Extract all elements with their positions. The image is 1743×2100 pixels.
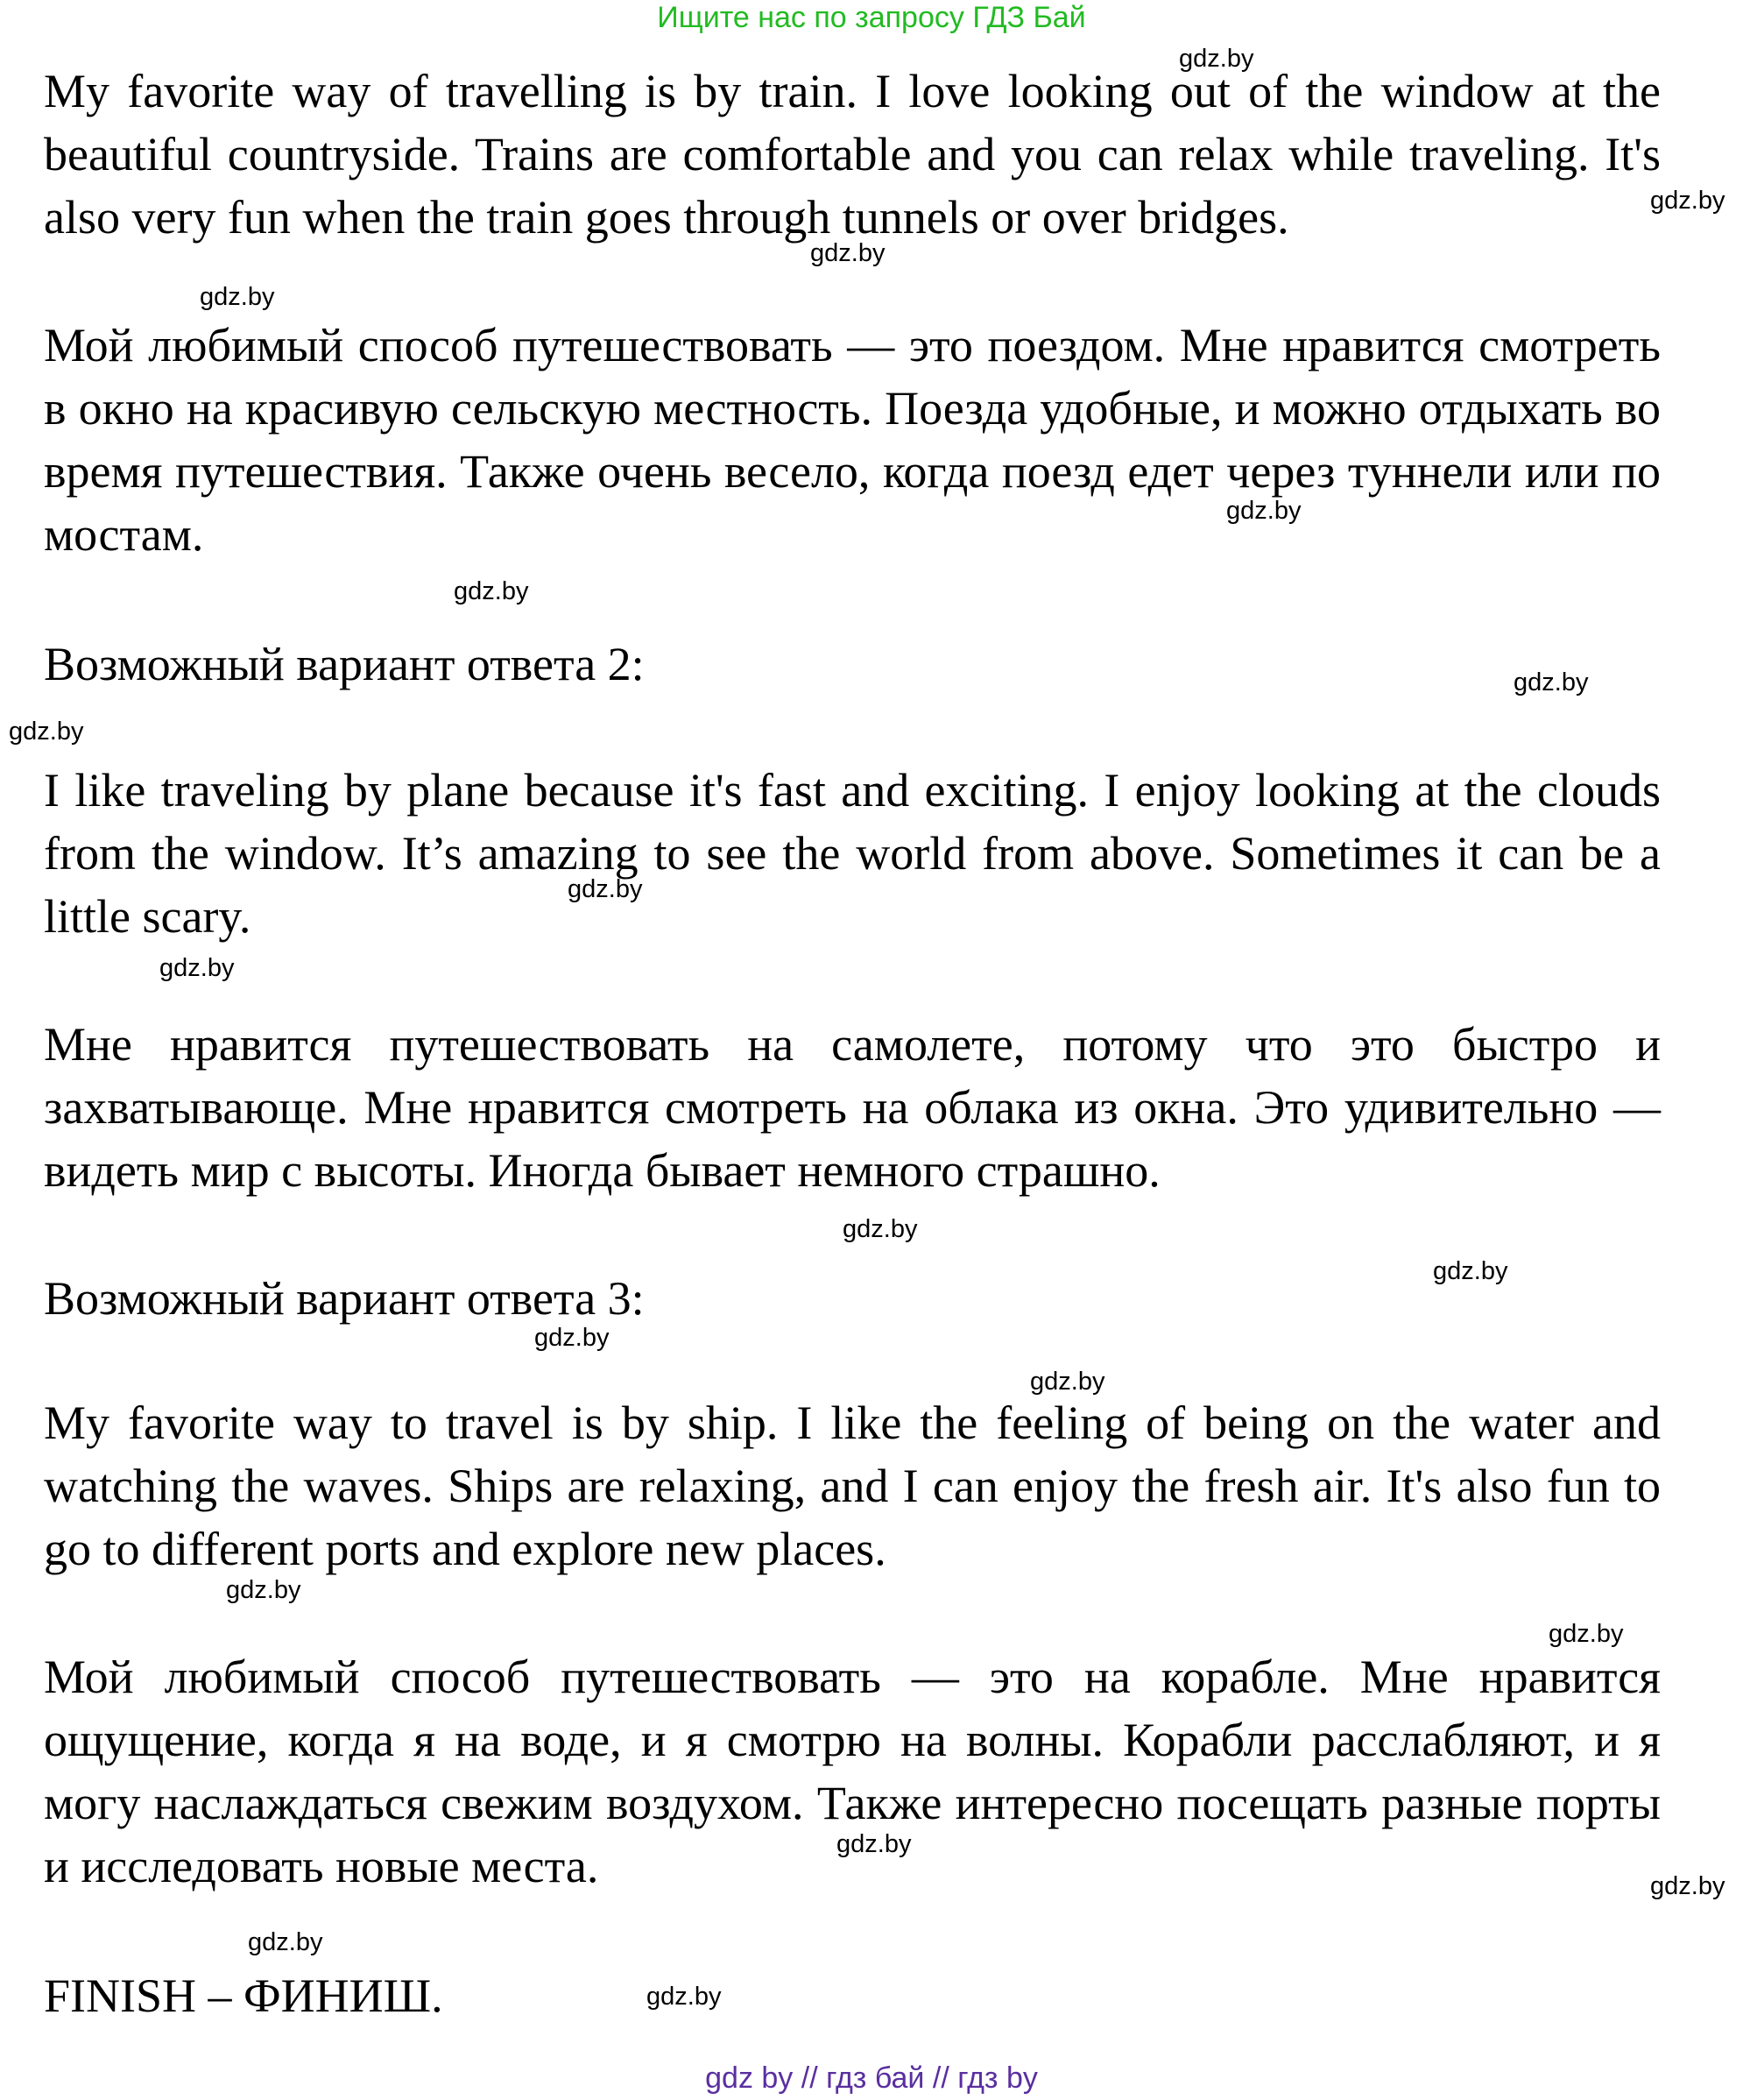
watermark: gdz.by	[159, 954, 235, 982]
watermark: gdz.by	[454, 577, 529, 605]
watermark: gdz.by	[568, 875, 643, 903]
paragraph-train-english: My favorite way of travelling is by train. I love looking out of the window at the beautiful countryside. Trains are comfortable and you can relax while traveling. It's also very fun when the train goes through tunnels or over bridges.	[44, 65, 1661, 244]
heading-variant-2: Возможный вариант ответа 2:	[44, 638, 645, 690]
paragraph-ship-russian: Мой любимый способ путешествовать — это на корабле. Мне нравится ощущение, когда я на воде, и я смотрю на волны. Корабли расслабляют, и я могу наслаждаться свежим воздухом. Также интересно посещать разные порты и исследовать новые места.	[44, 1651, 1661, 1892]
watermark: gdz.by	[1226, 497, 1302, 525]
footer-links[interactable]: gdz by // гдз бай // гдз by	[705, 2061, 1038, 2095]
watermark: gdz.by	[1030, 1368, 1105, 1396]
paragraph-ship-english: My favorite way to travel is by ship. I like the feeling of being on the water and watching the waves. Ships are relaxing, and I can enjoy the fresh air. It's also fun to go to different ports and explore new places.	[44, 1396, 1661, 1575]
watermark: gdz.by	[1549, 1620, 1624, 1648]
watermark: gdz.by	[226, 1576, 301, 1604]
watermark: gdz.by	[1650, 187, 1725, 215]
watermark: gdz.by	[248, 1928, 323, 1956]
watermark: gdz.by	[836, 1830, 912, 1858]
watermark: gdz.by	[1179, 45, 1254, 73]
watermark: gdz.by	[646, 1983, 722, 2011]
watermark: gdz.by	[843, 1215, 918, 1243]
watermark: gdz.by	[9, 718, 84, 746]
heading-variant-3: Возможный вариант ответа 3:	[44, 1272, 645, 1325]
top-banner[interactable]: Ищите нас по запросу ГДЗ Бай	[657, 1, 1086, 34]
paragraph-plane-russian: Мне нравится путешествовать на самолете, потому что это быстро и захватывающе. Мне нравится смотреть на облака из окна. Это удивительно — видеть мир с высоты. Иногда бывает немного страшно.	[44, 1018, 1661, 1197]
watermark: gdz.by	[1433, 1257, 1508, 1285]
heading-finish: FINISH – ФИНИШ.	[44, 1969, 443, 2022]
paragraph-plane-english: I like traveling by plane because it's fast and exciting. I enjoy looking at the clouds from the window. It’s amazing to see the world from above. Sometimes it can be a little scary.	[44, 764, 1661, 943]
watermark: gdz.by	[534, 1324, 610, 1352]
paragraph-train-russian: Мой любимый способ путешествовать — это поездом. Мне нравится смотреть в окно на красивую сельскую местность. Поезда удобные, и можно отдыхать во время путешествия. Также очень весело, когда поезд едет через туннели или по мостам.	[44, 319, 1661, 561]
watermark: gdz.by	[1514, 668, 1589, 696]
watermark: gdz.by	[810, 239, 886, 267]
watermark: gdz.by	[200, 283, 275, 311]
watermark: gdz.by	[1650, 1872, 1725, 1900]
